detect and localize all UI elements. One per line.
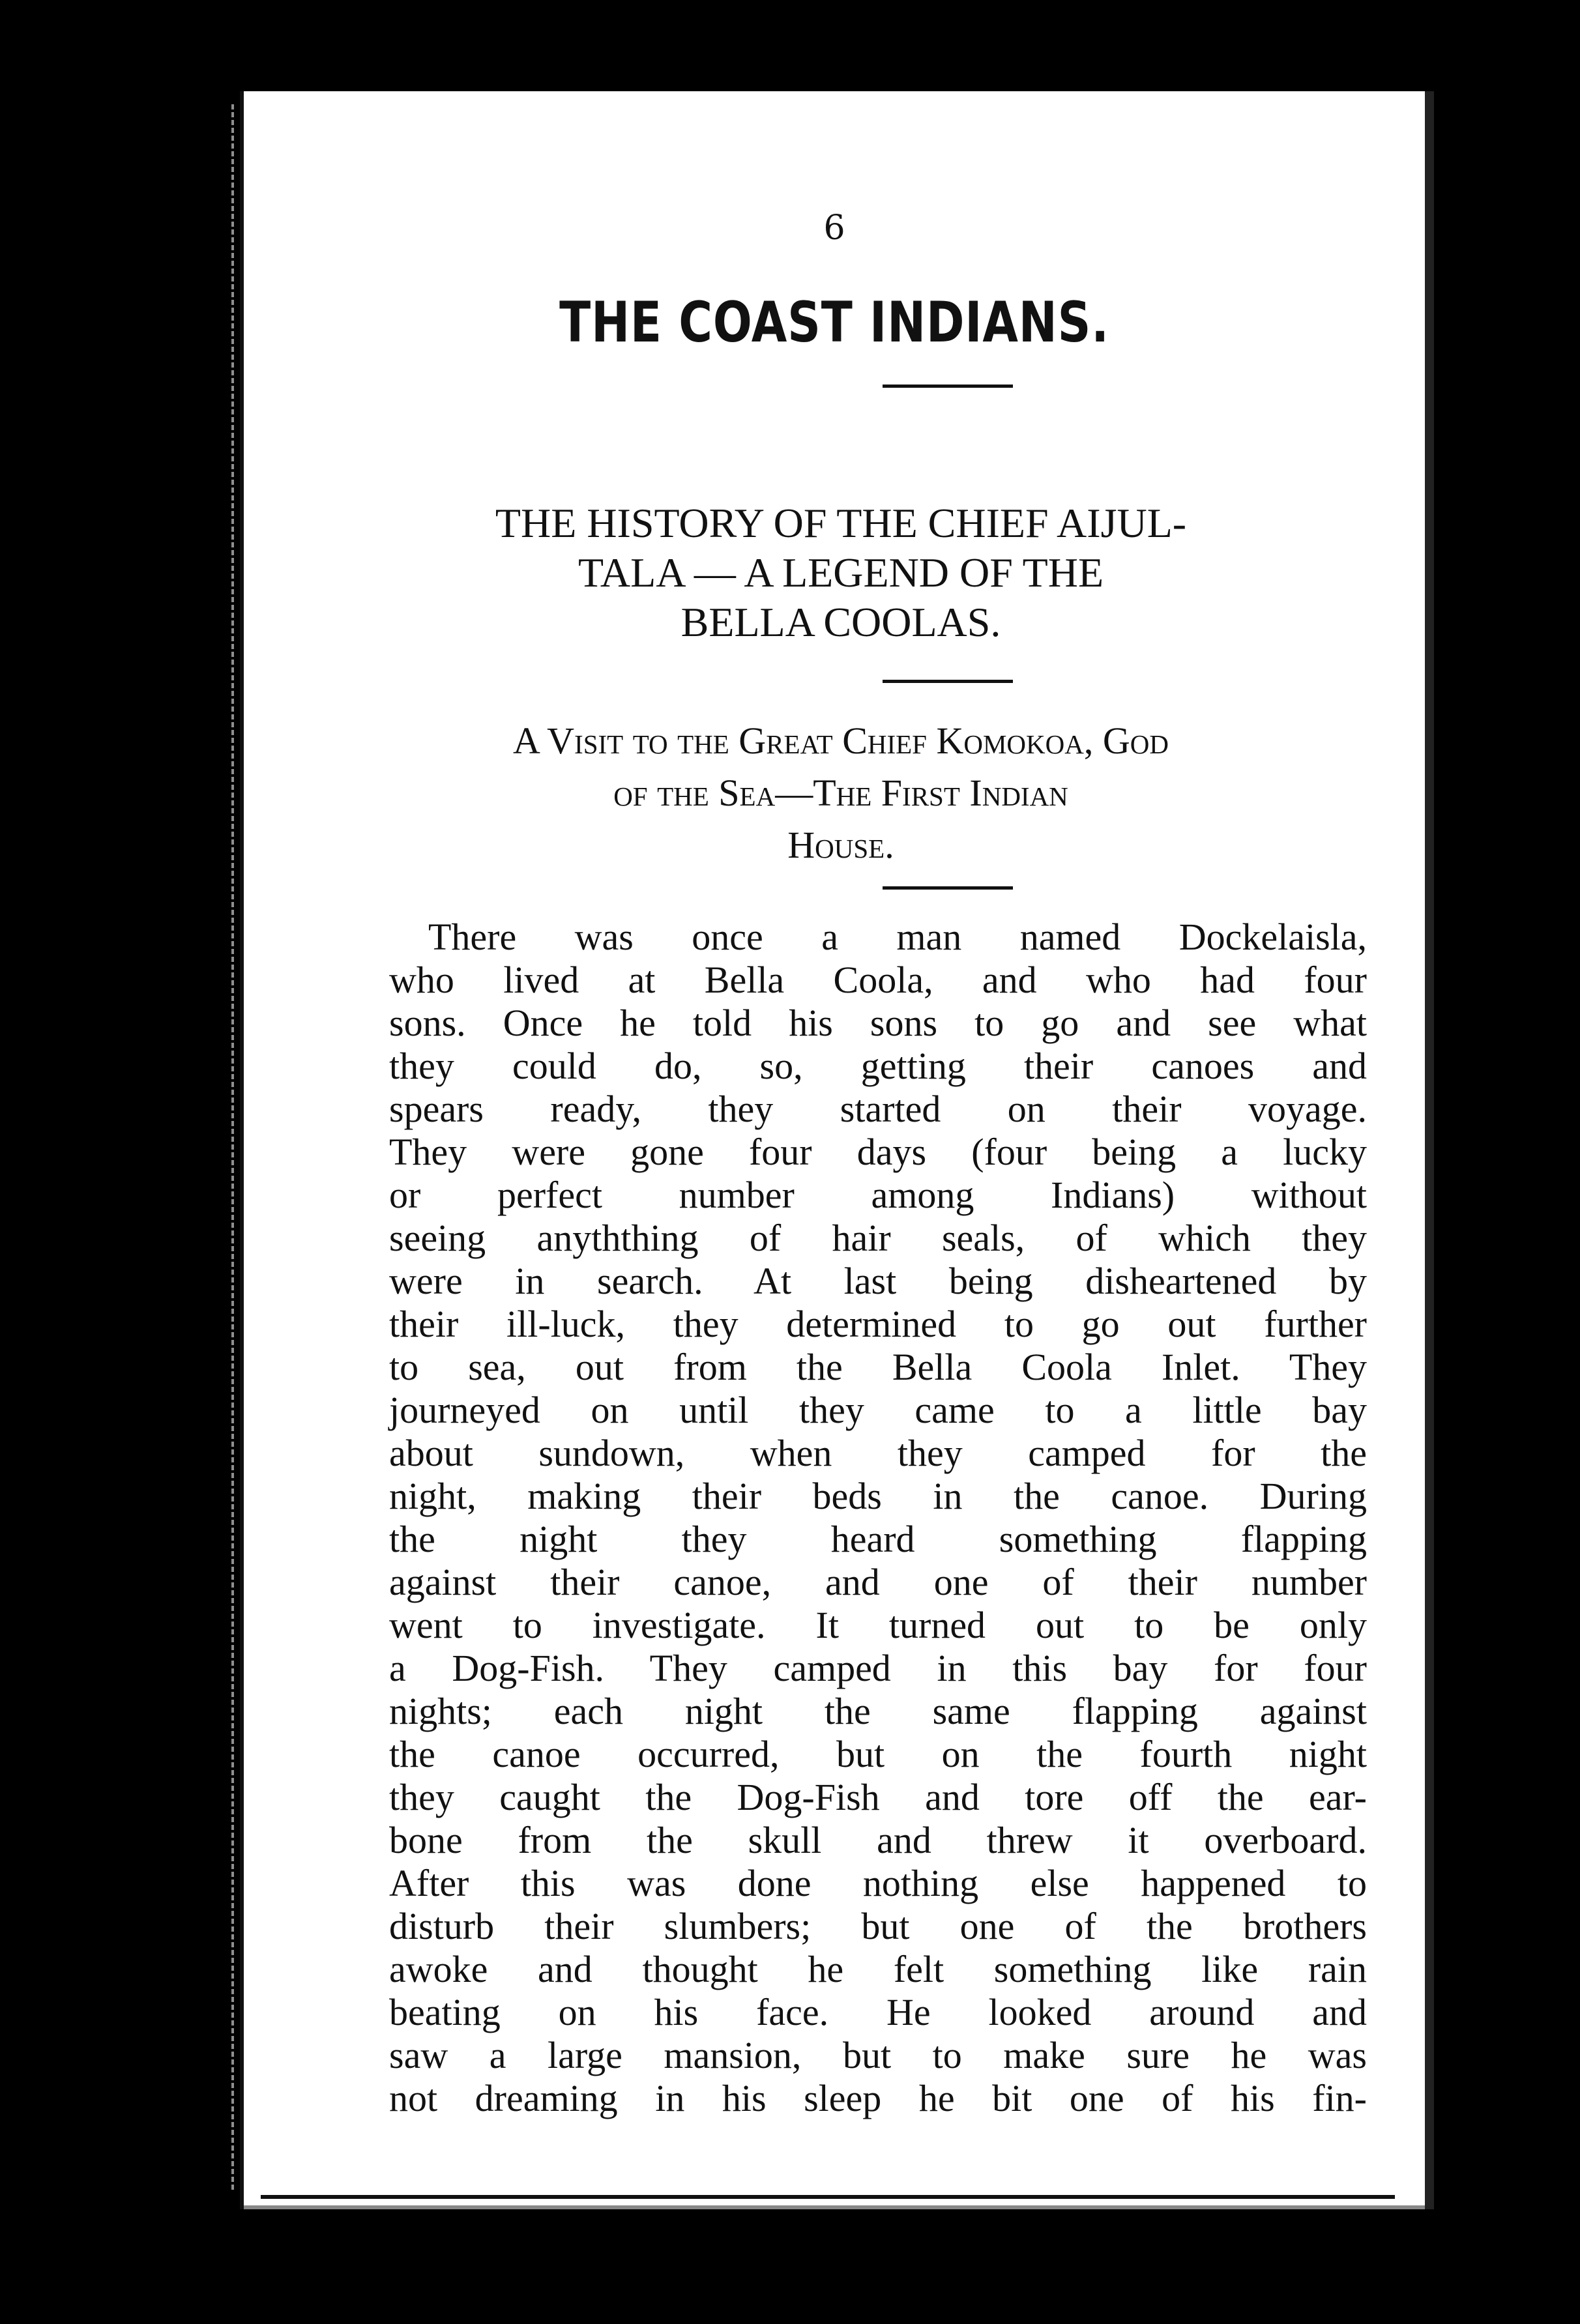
body-line: they could do, so, getting their canoes and: [389, 1045, 1367, 1087]
body-line: a Dog-Fish. They camped in this bay for four: [389, 1647, 1367, 1689]
body-line: saw a large mansion, but to make sure he was: [389, 2034, 1367, 2076]
body-line: sons. Once he told his sons to go and see what: [389, 1002, 1367, 1044]
page-left-edge: [196, 104, 234, 2190]
body-line: bone from the skull and threw it overboard.: [389, 1819, 1367, 1861]
body-line: beating on his face. He looked around and: [389, 1991, 1367, 2033]
body-line: the canoe occurred, but on the fourth night: [389, 1733, 1367, 1775]
page-title: THE COAST INDIANS.: [559, 290, 1109, 355]
section-heading-line: A Visit to the Great Chief Komokoa, God: [513, 719, 1169, 762]
body-line: were in search. At last being disheartened by: [389, 1260, 1367, 1302]
body-text: [389, 916, 1367, 2120]
body-line: the night they heard something flapping: [389, 1518, 1367, 1560]
body-line: against their canoe, and one of their number: [389, 1561, 1367, 1603]
page-number: 6: [823, 209, 845, 248]
divider-rule: [883, 886, 1013, 890]
body-line: who lived at Bella Coola, and who had four: [389, 959, 1367, 1001]
page-right-shadow: [1441, 78, 1512, 2229]
section-heading-line: House.: [787, 824, 894, 866]
body-line: their ill-luck, they determined to go out further: [389, 1303, 1367, 1345]
body-line: nights; each night the same flapping against: [389, 1690, 1367, 1732]
body-line: not dreaming in his sleep he bit one of his fin-: [389, 2077, 1367, 2119]
body-line: seeing anyththing of hair seals, of which they: [389, 1217, 1367, 1259]
subtitle-line: BELLA COOLAS.: [680, 599, 1001, 645]
body-line: about sundown, when they camped for the: [389, 1432, 1367, 1474]
body-line: journeyed on until they came to a little bay: [389, 1389, 1367, 1431]
divider-rule: [883, 680, 1013, 683]
subtitle-line: TALA — A LEGEND OF THE: [578, 549, 1104, 596]
page-bottom-edge: [261, 2195, 1395, 2199]
body-line: night, making their beds in the canoe. During: [389, 1475, 1367, 1517]
body-line: After this was done nothing else happened to: [389, 1862, 1367, 1904]
body-line: went to investigate. It turned out to be only: [389, 1604, 1367, 1646]
section-heading: [374, 715, 1308, 871]
subtitle: [374, 499, 1308, 647]
divider-rule: [883, 385, 1013, 388]
section-heading-line: of the Sea—The First Indian: [613, 772, 1068, 814]
subtitle-line: THE HISTORY OF THE CHIEF AIJUL-: [495, 500, 1187, 546]
body-line: to sea, out from the Bella Coola Inlet. They: [389, 1346, 1367, 1388]
body-line: There was once a man named Dockelaisla,: [428, 916, 1367, 958]
body-line: disturb their slumbers; but one of the brothers: [389, 1905, 1367, 1947]
body-line: spears ready, they started on their voyage.: [389, 1088, 1367, 1130]
body-line: they caught the Dog-Fish and tore off the ear-: [389, 1776, 1367, 1818]
body-line: They were gone four days (four being a lucky: [389, 1131, 1367, 1173]
body-line: awoke and thought he felt something like rain: [389, 1948, 1367, 1990]
body-line: or perfect number among Indians) without: [389, 1174, 1367, 1216]
document-page: [240, 91, 1434, 2209]
